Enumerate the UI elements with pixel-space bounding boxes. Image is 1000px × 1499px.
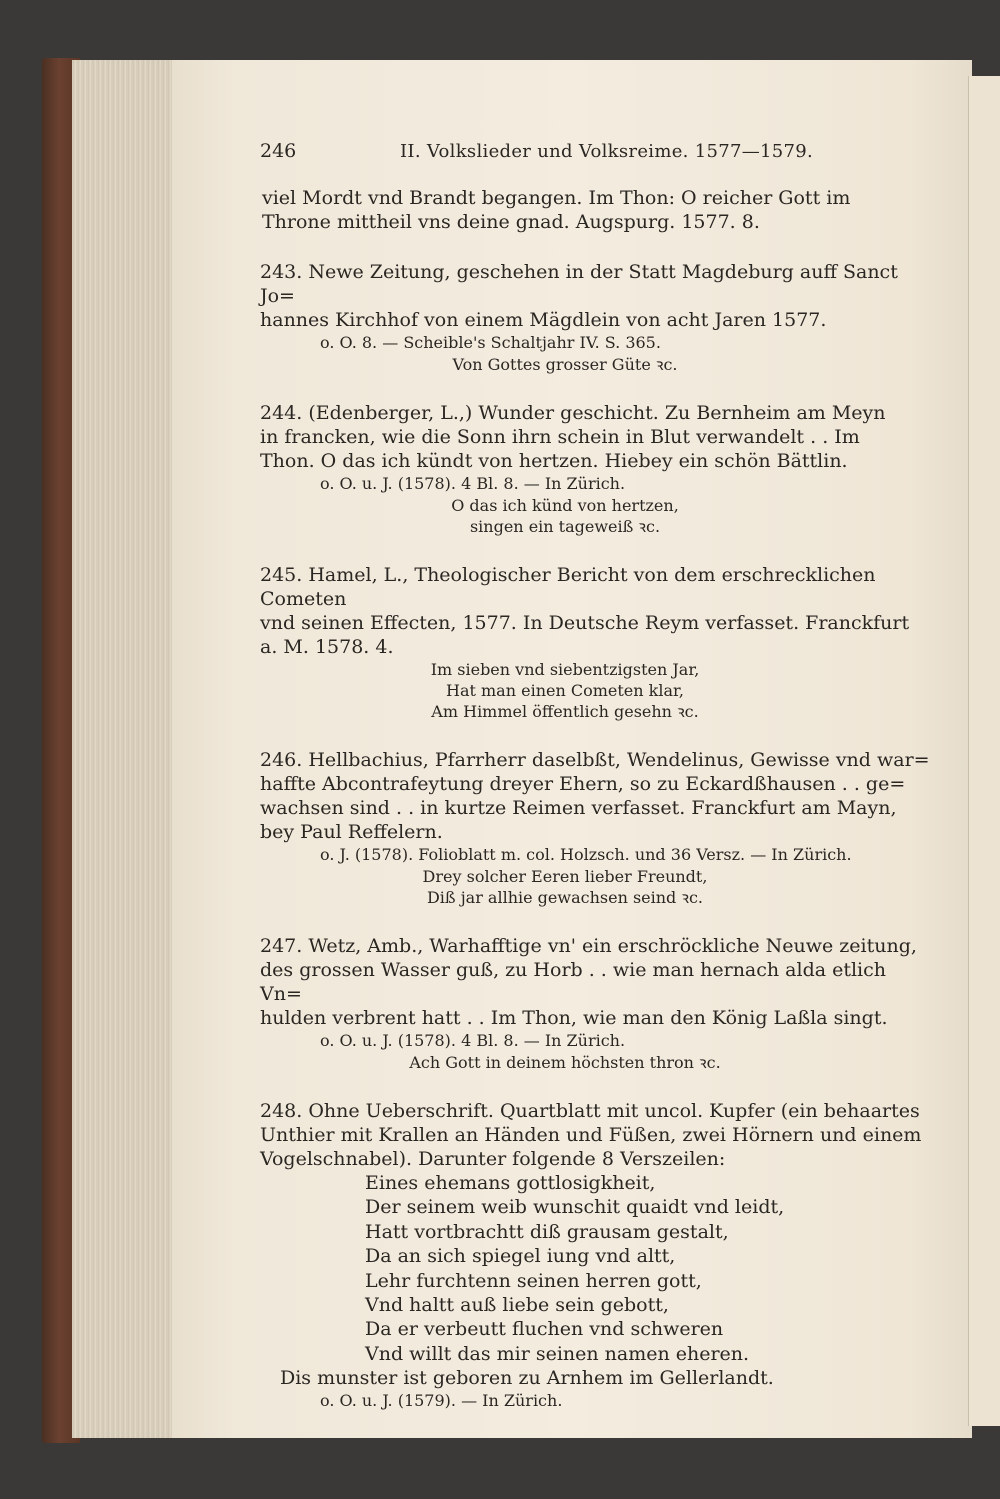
entry-line: in francken, wie die Sonn ihrn schein in Blut verwandelt . . Im: [260, 426, 860, 448]
entry-line: Thon. O das ich kündt von hertzen. Hiebey ein schön Bättlin.: [260, 450, 848, 472]
verse-line: Eines ehemans gottlosigkheit,: [365, 1172, 656, 1194]
incipit-line: Am Himmel öffentlich gesehn ꝛc.: [431, 702, 699, 721]
text-line: viel Mordt vnd Brandt begangen. Im Thon: O reicher Gott im: [262, 187, 851, 209]
verse-line: Lehr furchtenn seinen herren gott,: [365, 1269, 702, 1292]
entry-247: [260, 934, 930, 1073]
entry-line: 247. Wetz, Amb., Warhafftige vn' ein erschröckliche Neuwe zeitung,: [260, 935, 917, 957]
verse-line: Hatt vortbrachtt diß grausam gestalt,: [365, 1220, 729, 1243]
bibliographic-reference: o. J. (1578). Folioblatt m. col. Holzsch. und 36 Versz. — In Zürich.: [320, 845, 852, 864]
entry-line: hannes Kirchhof von einem Mägdlein von acht Jaren 1577.: [260, 309, 827, 331]
entry-line: vnd seinen Effecten, 1577. In Deutsche Reym verfasset. Franckfurt: [260, 612, 910, 634]
running-title: II. Volkslieder und Volksreime. 1577—1579.: [400, 141, 814, 162]
running-header: [260, 140, 930, 172]
incipit-line: Ach Gott in deinem höchsten thron ꝛc.: [409, 1053, 721, 1072]
bibliographic-reference: o. O. u. J. (1579). — In Zürich.: [320, 1391, 563, 1411]
entry-line: des grossen Wasser guß, zu Horb . . wie man hernach alda etlich Vn=: [260, 959, 887, 1005]
entry-line: bey Paul Reffelern.: [260, 821, 443, 843]
incipit-line: Hat man einen Cometen klar,: [446, 681, 684, 700]
entry-248: [260, 1099, 930, 1412]
verse-line: Der seinem weib wunschit quaidt vnd leidt,: [365, 1196, 785, 1219]
bibliographic-reference: o. O. 8. — Scheible's Schaltjahr IV. S. 365.: [320, 333, 661, 352]
incipit-line: Von Gottes grosser Güte ꝛc.: [452, 355, 678, 374]
continued-entry: [260, 186, 930, 234]
entry-line: 245. Hamel, L., Theologischer Bericht von dem erschrecklichen Cometen: [260, 564, 876, 610]
entry-line: wachsen sind . . in kurtze Reimen verfasset. Franckfurt am Mayn,: [260, 797, 897, 819]
verse-line: Da er verbeutt fluchen vnd schweren: [365, 1318, 724, 1341]
colophon-line: Dis munster ist geboren zu Arnhem im Gellerlandt.: [280, 1367, 774, 1390]
entry-line: Vogelschnabel). Darunter folgende 8 Verszeilen:: [260, 1148, 726, 1170]
entry-line: 248. Ohne Ueberschrift. Quartblatt mit uncol. Kupfer (ein behaartes: [260, 1100, 920, 1122]
entry-line: haffte Abcontrafeytung dreyer Ehern, so zu Eckardßhausen . . ge=: [260, 773, 906, 795]
incipit-line: Diß jar allhie gewachsen seind ꝛc.: [426, 888, 704, 907]
incipit-line: O das ich künd von hertzen,: [451, 496, 679, 515]
incipit-line: Im sieben vnd siebentzigsten Jar,: [430, 660, 700, 679]
verse-line: Vnd haltt auß liebe sein gebott,: [365, 1294, 669, 1317]
entry-line: hulden verbrent hatt . . Im Thon, wie man den König Laßla singt.: [260, 1007, 888, 1029]
entry-244: [260, 401, 930, 537]
entry-line: 243. Newe Zeitung, geschehen in der Statt Magdeburg auff Sanct Jo=: [260, 261, 898, 307]
text-line: Throne mittheil vns deine gnad. Augspurg. 1577. 8.: [262, 211, 760, 233]
entry-line: 246. Hellbachius, Pfarrherr daselbßt, Wendelinus, Gewisse vnd war=: [260, 749, 930, 771]
bibliographic-reference: o. O. u. J. (1578). 4 Bl. 8. — In Zürich.: [320, 474, 626, 493]
entry-243: [260, 260, 930, 375]
incipit-line: singen ein tageweiß ꝛc.: [469, 517, 661, 536]
incipit-line: Drey solcher Eeren lieber Freundt,: [422, 867, 708, 886]
entry-line: a. M. 1578. 4.: [260, 636, 394, 658]
page-number: 246: [260, 140, 297, 162]
verse-line: Vnd willt das mir seinen namen eheren.: [365, 1342, 750, 1365]
entry-line: Unthier mit Krallen an Händen und Füßen, zwei Hörnern und einem: [260, 1124, 922, 1146]
verse-line: Da an sich spiegel iung vnd altt,: [365, 1245, 676, 1268]
facing-page-edge: [968, 76, 1000, 1426]
entry-line: 244. (Edenberger, L.,) Wunder geschicht. Zu Bernheim am Meyn: [260, 402, 886, 424]
entry-245: [260, 563, 930, 722]
page-text: [260, 140, 930, 1412]
bibliographic-reference: o. O. u. J. (1578). 4 Bl. 8. — In Zürich.: [320, 1031, 626, 1050]
entry-246: [260, 748, 930, 908]
